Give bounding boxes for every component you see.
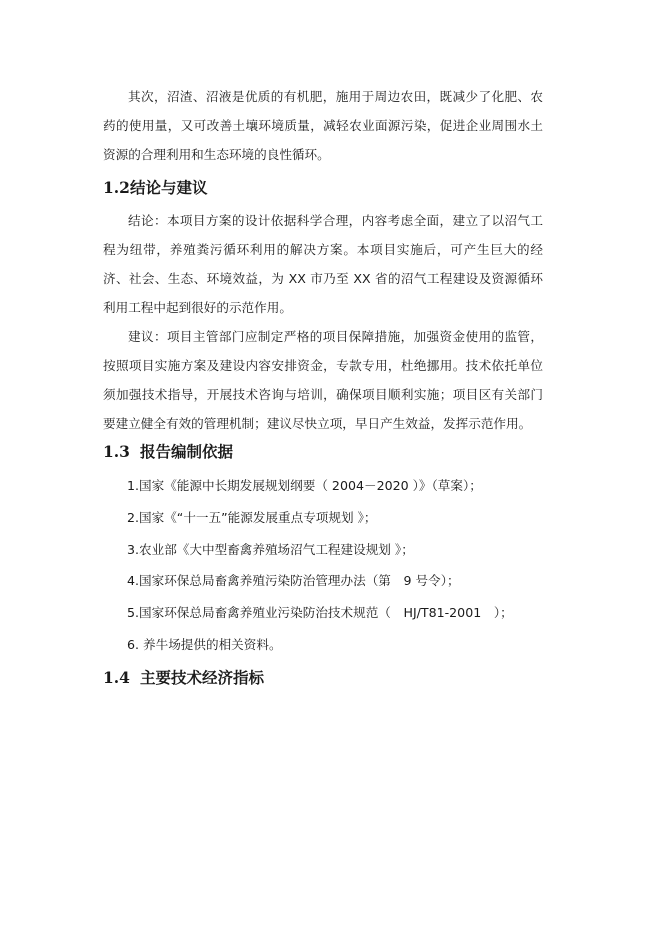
reference-item: 5.国家环保总局畜禽养殖业污染防治技术规范（ HJ/T81-2001 ）； xyxy=(127,605,513,620)
reference-item: 3.农业部《大中型畜禽养殖场沼气工程建设规划 》； xyxy=(127,542,414,557)
section-number: 1.3 xyxy=(103,442,130,461)
paragraph-conclusion: 结论：本项目方案的设计依据科学合理，内容考虑全面，建立了以沼气工程为纽带，养殖粪污循环利用的解决方案。本项目实施后，可产生巨大的经济、社会、生态、环境效益，为 XX 市乃至 XX 省的沼气工程建设及资源循环利用工程中起到很好的示范作用。 xyxy=(103,213,543,315)
section-number: 1.4 xyxy=(103,668,130,687)
reference-item: 4.国家环保总局畜禽养殖污染防治管理办法（第 9 号令）； xyxy=(127,573,460,588)
section-title: 主要技术经济指标 xyxy=(139,668,264,687)
section-title: 结论与建议 xyxy=(129,178,208,197)
reference-item: 1.国家《能源中长期发展规划纲要（ 2004－2020 ）》（草案）； xyxy=(127,478,482,493)
reference-item: 6. 养牛场提供的相关资料。 xyxy=(127,637,282,652)
section-heading-1-3 xyxy=(103,441,233,463)
section-heading-1-4 xyxy=(103,667,264,689)
section-title: 报告编制依据 xyxy=(139,442,233,461)
paragraph-biogas-fertilizer: 其次，沼渣、沼液是优质的有机肥，施用于周边农田，既减少了化肥、农药的使用量，又可改善土壤环境质量，减轻农业面源污染，促进企业周围水土资源的合理利用和生态环境的良性循环。 xyxy=(103,89,543,162)
section-number: 1.2 xyxy=(103,178,130,197)
reference-item: 2.国家《“十一五”能源发展重点专项规划 》； xyxy=(127,510,377,525)
section-heading-1-2 xyxy=(103,177,207,199)
paragraph-suggestion: 建议：项目主管部门应制定严格的项目保障措施，加强资金使用的监管，按照项目实施方案及建设内容安排资金，专款专用，杜绝挪用。技术依托单位须加强技术指导，开展技术咨询与培训，确保项目顺利实施；项目区有关部门要建立健全有效的管理机制；建议尽快立项，早日产生效益，发挥示范作用。 xyxy=(103,329,543,431)
